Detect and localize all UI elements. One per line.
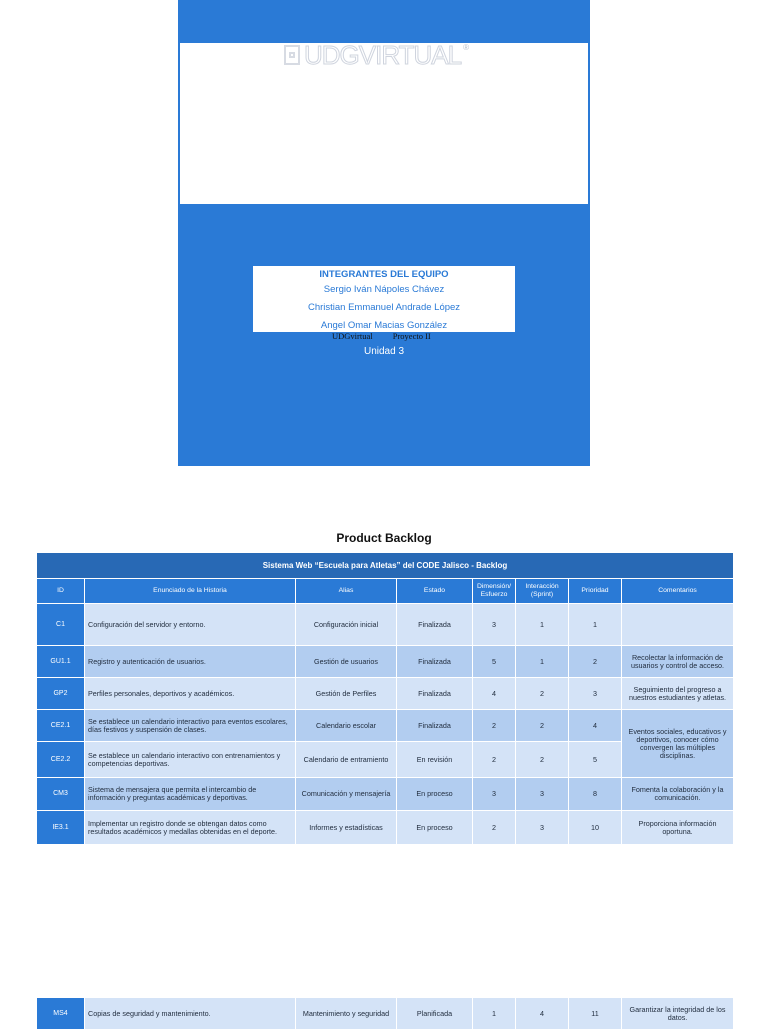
row-id: MS4 [37, 998, 85, 1030]
row-alias: Comunicación y mensajería [296, 778, 397, 811]
row-comment [622, 604, 734, 646]
header-iteration-2: (Sprint) [530, 591, 554, 598]
team-box [253, 266, 515, 332]
table-row [37, 646, 734, 678]
row-id: C1 [37, 604, 85, 646]
header-state: Estado [397, 579, 473, 604]
row-state: En proceso [397, 778, 473, 811]
row-id: CE2.2 [37, 742, 85, 778]
table-row [37, 778, 734, 811]
row-state: Finalizada [397, 604, 473, 646]
table-row [37, 604, 734, 646]
row-sprint: 3 [516, 778, 569, 811]
header-dimension-1: Dimensión/ [477, 583, 511, 590]
header-story: Enunciado de la Historia [85, 579, 296, 604]
row-story: Perfiles personales, deportivos y académicos. [85, 678, 296, 710]
row-sprint: 2 [516, 710, 569, 742]
row-story: Se establece un calendario interactivo para eventos escolares, días festivos y suspensión de clases. [85, 710, 296, 742]
team-member: Angel Omar Macias González [320, 320, 448, 331]
overlapping-header-line [332, 331, 449, 341]
row-id: IE3.1 [37, 811, 85, 845]
row-sprint: 1 [516, 604, 569, 646]
row-dimension: 4 [473, 678, 516, 710]
row-id: CE2.1 [37, 710, 85, 742]
row-story: Registro y autenticación de usuarios. [85, 646, 296, 678]
row-state: Finalizada [397, 646, 473, 678]
row-alias: Mantenimiento y seguridad [296, 998, 397, 1030]
row-id: GP2 [37, 678, 85, 710]
table-row [37, 710, 734, 742]
row-state: En proceso [397, 811, 473, 845]
registered-mark: ® [463, 43, 470, 52]
team-title: INTEGRANTES DEL EQUIPO [319, 269, 449, 280]
row-sprint: 2 [516, 742, 569, 778]
team-member: Sergio Iván Nápoles Chávez [323, 284, 445, 295]
backlog-table [36, 552, 734, 845]
table-banner-row [37, 553, 734, 579]
row-priority: 2 [569, 646, 622, 678]
header-iteration-1: Interacción [525, 583, 559, 590]
header-id: ID [37, 579, 85, 604]
header-priority: Prioridad [569, 579, 622, 604]
udg-virtual-logo [284, 40, 484, 70]
row-alias: Calendario escolar [296, 710, 397, 742]
row-dimension: 2 [473, 742, 516, 778]
header-comments: Comentarios [622, 579, 734, 604]
row-priority: 11 [569, 998, 622, 1030]
row-state: Finalizada [397, 678, 473, 710]
row-comment: Seguimiento del progreso a nuestros estudiantes y atletas. [622, 678, 734, 710]
row-story: Configuración del servidor y entorno. [85, 604, 296, 646]
header-dimension [473, 579, 516, 604]
team-member: Christian Emmanuel Andrade López [307, 302, 461, 313]
row-dimension: 3 [473, 778, 516, 811]
row-dimension: 2 [473, 811, 516, 845]
row-state: Finalizada [397, 710, 473, 742]
row-comment: Fomenta la colaboración y la comunicación. [622, 778, 734, 811]
row-priority: 4 [569, 710, 622, 742]
row-dimension: 1 [473, 998, 516, 1030]
row-state: En revisión [397, 742, 473, 778]
row-priority: 8 [569, 778, 622, 811]
row-dimension: 3 [473, 604, 516, 646]
row-state: Planificada [397, 998, 473, 1030]
header-iteration [516, 579, 569, 604]
logo-text: UDGVIRTUAL [304, 39, 462, 70]
row-alias: Gestión de Perfiles [296, 678, 397, 710]
row-alias: Informes y estadísticas [296, 811, 397, 845]
row-story: Se establece un calendario interactivo con entrenamientos y competencias deportivas. [85, 742, 296, 778]
row-story: Copias de seguridad y mantenimiento. [85, 998, 296, 1030]
row-id: GU1.1 [37, 646, 85, 678]
backlog-table-continued [36, 997, 734, 1030]
header-alias: Alias [296, 579, 397, 604]
row-comment: Garantizar la integridad de los datos. [622, 998, 734, 1030]
row-alias: Gestión de usuarios [296, 646, 397, 678]
header-dimension-2: Esfuerzo [480, 591, 508, 598]
row-priority: 1 [569, 604, 622, 646]
row-sprint: 2 [516, 678, 569, 710]
backlog-title: Product Backlog [336, 531, 432, 545]
unit-label: Unidad 3 [363, 346, 405, 357]
table-row [37, 811, 734, 845]
row-sprint: 4 [516, 998, 569, 1030]
row-alias: Calendario de entramiento [296, 742, 397, 778]
table-row [37, 678, 734, 710]
row-comment: Eventos sociales, educativos y deportivos, conocer cómo convergen las múltiples disciplinas. [622, 710, 734, 778]
table-header-row [37, 579, 734, 604]
row-sprint: 1 [516, 646, 569, 678]
row-alias: Configuración inicial [296, 604, 397, 646]
udg-logo-icon [284, 45, 300, 65]
row-story: Sistema de mensajera que permita el intercambio de información y preguntas académicas y deportivas. [85, 778, 296, 811]
row-story: Implementar un registro donde se obtengan datos como resultados académicos y medallas obtenidas en el deporte. [85, 811, 296, 845]
overlap-institution: UDGvirtual [332, 331, 373, 341]
row-dimension: 5 [473, 646, 516, 678]
table-row [37, 998, 734, 1030]
row-dimension: 2 [473, 710, 516, 742]
row-sprint: 3 [516, 811, 569, 845]
row-priority: 3 [569, 678, 622, 710]
row-priority: 5 [569, 742, 622, 778]
row-comment: Recolectar la información de usuarios y control de acceso. [622, 646, 734, 678]
overlap-project: Proyecto II [392, 331, 431, 341]
row-priority: 10 [569, 811, 622, 845]
table-banner: Sistema Web “Escuela para Atletas” del CODE Jalisco - Backlog [37, 553, 734, 579]
row-comment: Proporciona información oportuna. [622, 811, 734, 845]
row-id: CM3 [37, 778, 85, 811]
